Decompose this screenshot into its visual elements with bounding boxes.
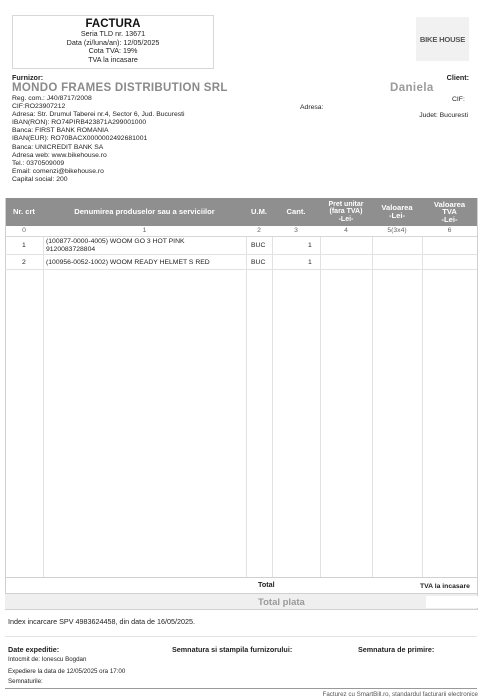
supplier-address: Adresa: Str. Drumul Taberei nr.4, Sector 6, Jud. Bucuresti bbox=[12, 111, 185, 119]
supplier-reg: Reg. com.: J40/8717/2008 bbox=[12, 95, 92, 102]
grid-line bbox=[372, 237, 373, 577]
supplier-bank-2: Banca: UNICREDIT BANK SA bbox=[12, 143, 104, 151]
col-header-vat-value: Valoarea TVA -Lei- bbox=[433, 199, 466, 224]
signature-divider bbox=[5, 636, 477, 637]
shipping-date: Expediere la data de 12/05/2025 ora 17:00 bbox=[8, 668, 126, 675]
col-header-product: Denumirea produselor sau a serviciilor bbox=[74, 207, 215, 217]
company-logo bbox=[416, 17, 469, 61]
supplier-bank-1: Banca: FIRST BANK ROMANIA bbox=[12, 127, 109, 135]
client-address: Adresa: bbox=[300, 104, 324, 111]
client-label: Client: bbox=[446, 73, 469, 82]
receipt-signature-label: Semnatura de primire: bbox=[358, 645, 435, 654]
total-label: Total bbox=[258, 580, 275, 589]
row-divider bbox=[5, 269, 477, 270]
col-index-6: 6 bbox=[447, 227, 452, 234]
table-frame-left bbox=[5, 198, 6, 610]
col-index-0: 0 bbox=[22, 227, 26, 234]
tva-la-incasare-label: TVA la incasare bbox=[420, 583, 470, 590]
col-header-qty: Cant. bbox=[286, 207, 306, 217]
row-1-barcode: 9120083728804 bbox=[46, 246, 96, 253]
footer-text: Facturez cu SmartBill.ro, standardul facturarii electronice bbox=[322, 691, 478, 698]
supplier-iban-eur: IBAN(EUR): RO70BACX0000002492681001 bbox=[12, 135, 148, 143]
supplier-details bbox=[12, 95, 185, 184]
client-cif: CIF: bbox=[452, 96, 465, 103]
grid-line bbox=[43, 237, 44, 577]
col-header-value: Valoarea -Lei- bbox=[381, 203, 413, 220]
invoice-series: Seria TLD nr. 13671 bbox=[80, 29, 146, 38]
supplier-capital: Capital social: 200 bbox=[12, 175, 68, 183]
col-header-um: U.M. bbox=[250, 207, 268, 217]
table-header bbox=[5, 198, 477, 226]
row-1-product: (100877-0000-4005) WOOM GO 3 HOT PINK bbox=[46, 238, 185, 245]
row-1-um: BUC bbox=[251, 242, 266, 249]
col-index-2: 2 bbox=[257, 227, 261, 234]
row-2-um: BUC bbox=[251, 259, 266, 266]
logo-text: BIKE HOUSE bbox=[419, 34, 466, 44]
prepared-by: Intocmit de: Ionescu Bogdan bbox=[8, 656, 87, 663]
col-header-nr: Nr. crt bbox=[13, 207, 35, 217]
vat-mode: TVA la incasare bbox=[88, 54, 138, 64]
invoice-title: FACTURA bbox=[85, 18, 141, 30]
col-header-unit-price: Pret unitar (fara TVA) -Lei- bbox=[328, 200, 364, 223]
supplier-label: Furnizor: bbox=[12, 73, 44, 82]
footer-rule bbox=[5, 688, 477, 689]
col-index-3: 3 bbox=[294, 227, 298, 234]
grid-line bbox=[422, 237, 423, 577]
grid-line bbox=[272, 237, 273, 577]
supplier-iban-ron: IBAN(RON): RO74PIRB423871A299001000 bbox=[12, 119, 147, 127]
total-row bbox=[5, 577, 477, 592]
row-2-nr: 2 bbox=[22, 259, 26, 266]
supplier-phone: Tel.: 0370509009 bbox=[12, 159, 65, 167]
col-index-4: 4 bbox=[344, 227, 348, 234]
supplier-email: Email: comenzi@bikehouse.ro bbox=[12, 167, 104, 175]
invoice-title-box bbox=[12, 15, 214, 69]
row-1-qty: 1 bbox=[308, 242, 312, 249]
row-1-nr: 1 bbox=[22, 242, 26, 249]
spv-index-line: Index incarcare SPV 4983624458, din data de 16/05/2025. bbox=[8, 617, 196, 626]
col-index-1: 1 bbox=[142, 227, 147, 234]
client-name: Daniela bbox=[390, 82, 434, 94]
col-index-5: 5(3x4) bbox=[387, 227, 407, 234]
grid-line bbox=[320, 237, 321, 577]
row-2-product: (100956-0052-1002) WOOM READY HELMET S RED bbox=[46, 259, 210, 266]
supplier-signature-label: Semnatura si stampila furnizorului: bbox=[172, 645, 293, 654]
row-2-qty: 1 bbox=[308, 259, 312, 266]
supplier-name: MONDO FRAMES DISTRIBUTION SRL bbox=[12, 82, 228, 94]
total-plata-row bbox=[5, 593, 477, 610]
total-plata-value-box bbox=[426, 596, 478, 608]
vat-rate: Cota TVA: 19% bbox=[88, 46, 138, 56]
supplier-cif: CIF:RO23907212 bbox=[12, 103, 66, 111]
row-divider bbox=[5, 254, 477, 255]
shipping-data-label: Date expeditie: bbox=[8, 645, 60, 654]
total-plata-label: Total plata bbox=[258, 597, 305, 608]
client-county: Judet: Bucuresti bbox=[419, 112, 468, 119]
signatures-label: Semnaturile: bbox=[8, 678, 43, 685]
invoice-date: Data (zi/luna/an): 12/05/2025 bbox=[66, 37, 160, 47]
column-index-row bbox=[5, 227, 477, 237]
grid-line bbox=[246, 237, 247, 577]
table-frame-right bbox=[477, 198, 478, 610]
supplier-web: Adresa web: www.bikehouse.ro bbox=[12, 151, 107, 159]
